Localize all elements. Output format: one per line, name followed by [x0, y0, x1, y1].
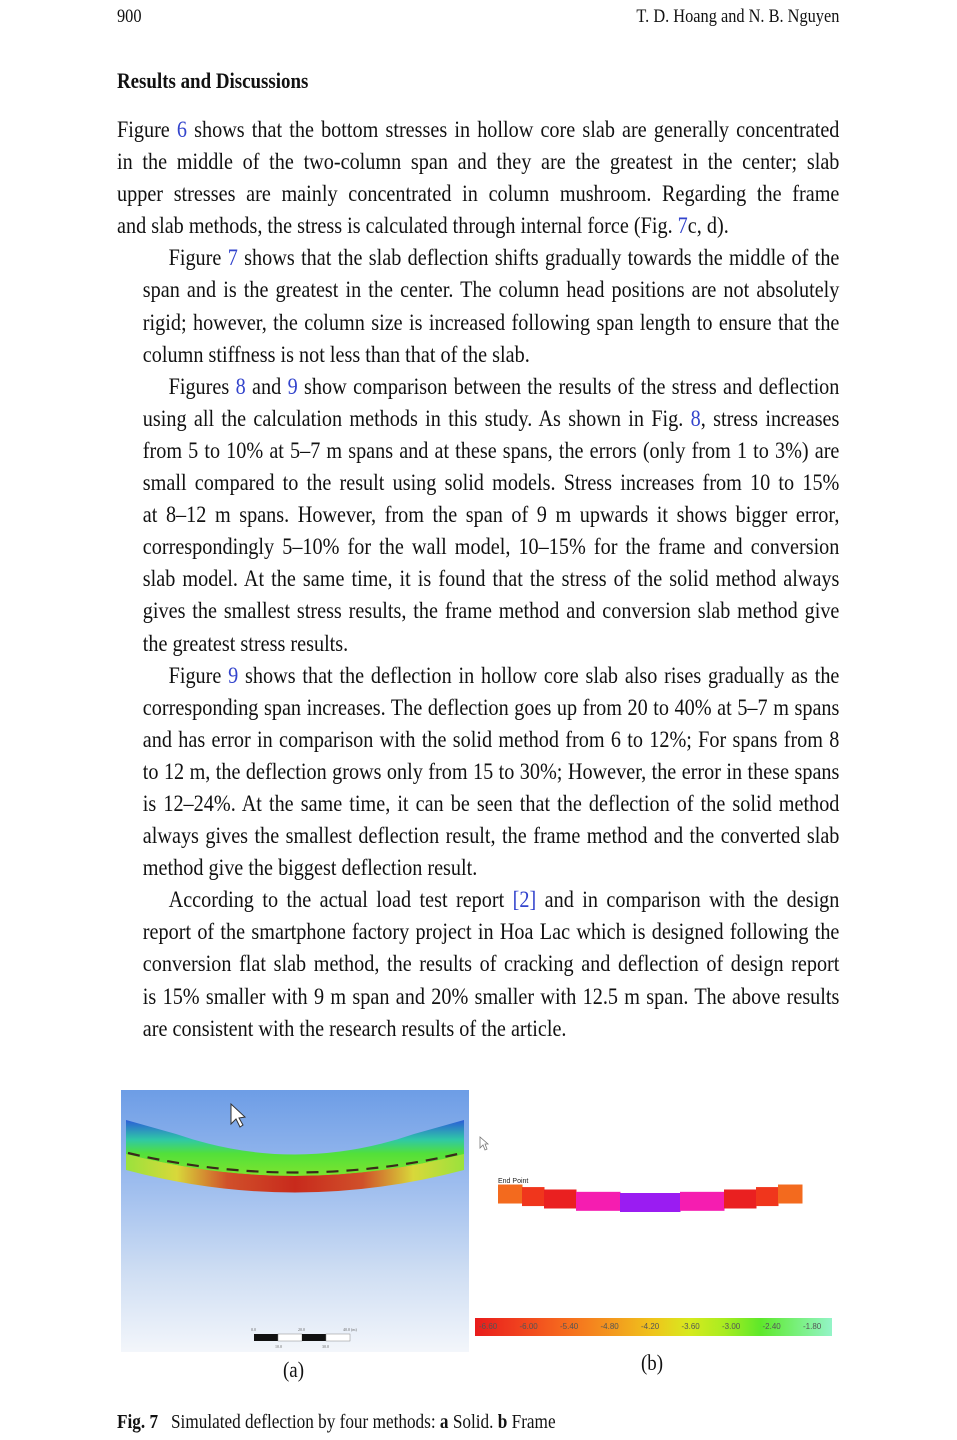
legend-value: -2.40 — [762, 1322, 781, 1331]
text-line: method give the biggest deflection result. — [142, 855, 478, 882]
cross-reference-link[interactable]: 9 — [287, 373, 298, 400]
text-line: correspondingly 5–10% for the wall model, 10–15% for the frame and conversion — [142, 534, 840, 561]
cross-reference-link[interactable]: 7 — [227, 245, 238, 272]
text-line: slab model. At the same time, it is found that the stress of the solid method always — [142, 566, 840, 593]
cross-reference-link[interactable]: [2] — [512, 887, 537, 914]
caption-b: b — [497, 1411, 508, 1433]
beam-segment — [724, 1189, 757, 1208]
text-line: at 8–12 m spans. However, from the span of 9 m upwards it shows bigger error, — [142, 502, 840, 529]
text-line: the greatest stress results. — [142, 630, 349, 657]
caption-prefix: Fig. 7 — [117, 1411, 159, 1433]
scale-tick-0: 0.0 — [251, 1327, 256, 1332]
text-line: span and is the greatest in the center. The column head positions are not absolutely — [142, 277, 840, 304]
beam-segment — [522, 1187, 545, 1206]
text-line: is 12–24%. At the same time, it can be seen that the deflection of the solid method — [142, 790, 840, 817]
panel-a-label: (a) — [283, 1357, 305, 1382]
paragraph — [117, 371, 839, 660]
page-number: 900 — [117, 6, 142, 27]
text-line: and slab methods, the stress is calculated through internal force (Fig. 7c, d). — [117, 213, 729, 240]
beam-segment — [498, 1185, 523, 1204]
beam-segment — [576, 1192, 621, 1211]
text-line: Figures 8 and 9 show comparison between the results of the stress and deflection — [168, 373, 840, 400]
caption-text-2: Solid. — [448, 1411, 498, 1433]
cross-reference-link[interactable]: 9 — [228, 662, 239, 689]
beam-segment — [778, 1185, 803, 1204]
scale-tick-40: 40.0 (m) — [343, 1327, 357, 1332]
text-line: conversion flat slab method, the results of cracking and deflection of design report — [142, 951, 840, 978]
caption-a: a — [439, 1411, 449, 1433]
frame-beam-segments — [498, 1185, 803, 1212]
running-head — [117, 6, 839, 30]
caption-text-3: Frame — [507, 1411, 556, 1433]
paragraph — [117, 242, 839, 370]
figure-caption — [117, 1411, 556, 1434]
text-line: are consistent with the research results of the article. — [142, 1015, 567, 1042]
legend-value: -6.00 — [519, 1322, 538, 1331]
legend-value: -4.80 — [600, 1322, 619, 1331]
legend-value: -4.20 — [641, 1322, 660, 1331]
text-line: to 12 m, the deflection grows only from 15 to 30%; However, the error in these spans — [142, 758, 840, 785]
frame-color-legend — [475, 1318, 832, 1336]
section-title: Results and Discussions — [117, 68, 309, 93]
end-point-label: End Point — [498, 1178, 529, 1185]
text-line: small compared to the result using solid models. Stress increases from 10 to 15% — [142, 470, 840, 497]
legend-value: -3.60 — [681, 1322, 700, 1331]
beam-segment — [756, 1187, 779, 1206]
cross-reference-link[interactable]: 6 — [176, 117, 188, 143]
beam-segment — [544, 1189, 577, 1208]
legend-value: -3.00 — [722, 1322, 741, 1331]
text-line: upper stresses are mainly concentrated in column mushroom. Regarding the frame — [117, 181, 840, 208]
text-line: in the middle of the two-column span and they are the greatest in the center; slab — [117, 149, 840, 176]
beam-segment — [680, 1192, 725, 1211]
cross-reference-link[interactable]: 8 — [235, 373, 246, 400]
text-line: rigid; however, the column size is increased following span length to ensure that the — [142, 309, 840, 336]
scale-bar — [251, 1327, 357, 1349]
text-line: report of the smartphone factory project in Hoa Lac which is designed following the — [142, 919, 840, 946]
figure-7a-solid — [121, 1090, 469, 1352]
text-line: corresponding span increases. The deflection goes up from 20 to 40% at 5–7 m spans — [142, 694, 840, 721]
text-line: and has error in comparison with the solid method from 6 to 12%; For spans from 8 — [142, 726, 840, 753]
text-line: from 5 to 10% at 5–7 m spans and at these spans, the errors (only from 1 to 3%) are — [142, 437, 840, 464]
panel-b-label: (b) — [641, 1350, 664, 1375]
cross-reference-link[interactable]: 8 — [690, 405, 701, 432]
scale-tick-20: 20.0 — [298, 1327, 305, 1332]
text-line: Figure 9 shows that the deflection in hollow core slab also rises gradually as the — [168, 662, 840, 689]
text-line: is 15% smaller with 9 m span and 20% smaller with 12.5 m span. The above results — [142, 983, 840, 1010]
legend-value: -6.60 — [479, 1322, 498, 1331]
text-line: gives the smallest stress results, the frame method and conversion slab method give — [142, 598, 840, 625]
paragraph — [117, 884, 839, 1044]
legend-value: -1.80 — [803, 1322, 822, 1331]
text-line: column stiffness is not less than that of the slab. — [142, 341, 530, 368]
caption-text-1: Simulated deflection by four methods: — [170, 1411, 440, 1433]
paragraph — [117, 114, 839, 242]
figure-7b-frame — [470, 1090, 840, 1350]
cross-reference-link[interactable]: 7 — [677, 213, 688, 240]
solid-deflection-plot — [121, 1090, 469, 1352]
text-line: According to the actual load test report [2] and in comparison with the design — [168, 887, 840, 914]
scale-tick-30: 30.0 — [322, 1344, 329, 1349]
cursor-arrow-icon — [480, 1137, 488, 1150]
text-line: Figure 6 shows that the bottom stresses in hollow core slab are generally concentrated — [117, 117, 840, 143]
body-text — [117, 114, 839, 1045]
text-line: using all the calculation methods in this study. As shown in Fig. 8, stress increases — [142, 405, 840, 432]
paragraph — [117, 660, 839, 885]
legend-value: -5.40 — [560, 1322, 579, 1331]
frame-deflection-plot — [470, 1090, 840, 1315]
beam-segment — [620, 1193, 681, 1212]
text-line: Figure 7 shows that the slab deflection shifts gradually towards the middle of the — [168, 245, 840, 272]
text-line: always gives the smallest deflection result, the frame method and the converted slab — [142, 823, 840, 850]
scale-tick-10: 10.0 — [275, 1344, 282, 1349]
running-authors: T. D. Hoang and N. B. Nguyen — [636, 6, 840, 27]
cursor-arrow-icon — [231, 1104, 245, 1127]
